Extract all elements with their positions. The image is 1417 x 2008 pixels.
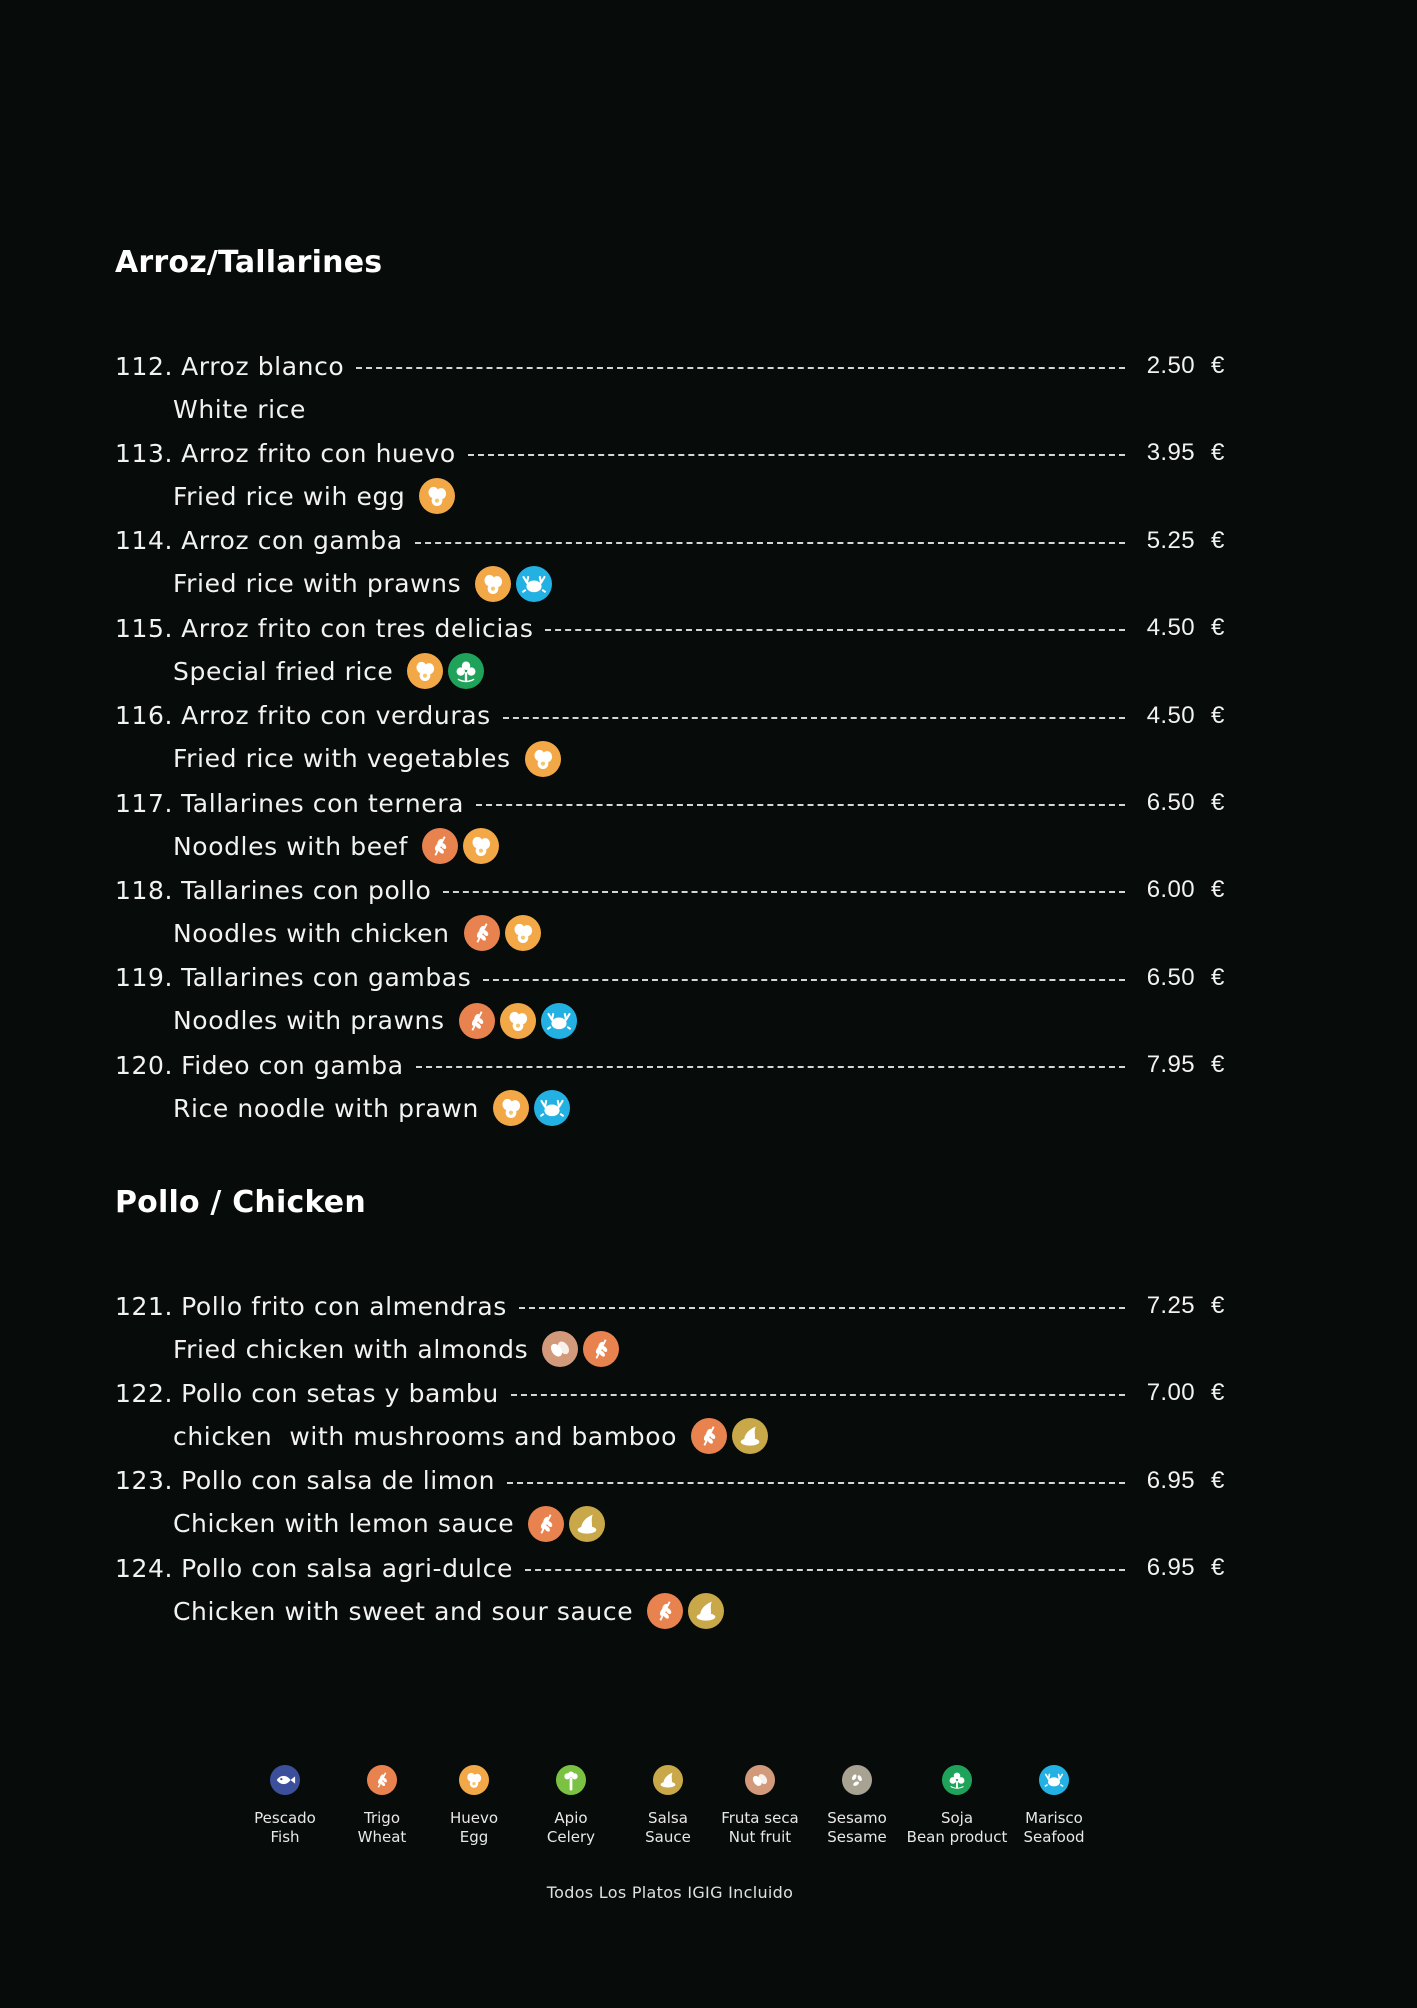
legend-label-es: Soja — [940, 1809, 974, 1827]
item-english-name: Fried rice with vegetables — [173, 744, 511, 774]
sauce-icon — [688, 1593, 724, 1629]
menu-item — [115, 783, 1235, 871]
item-name: Arroz frito con huevo — [181, 438, 456, 468]
item-number: 113. — [115, 438, 174, 468]
menu-item — [115, 1461, 1235, 1549]
wheat-icon — [528, 1506, 564, 1542]
item-name: Tallarines con ternera — [181, 788, 465, 818]
item-number: 115. — [115, 613, 174, 643]
menu-item — [115, 1373, 1235, 1461]
legend-label-es: Marisco — [1025, 1809, 1083, 1827]
item-price: 7.95 — [1146, 1051, 1195, 1079]
menu-item — [115, 696, 1235, 784]
dotted-leader — [511, 1394, 1125, 1396]
dotted-leader — [525, 1569, 1125, 1571]
item-number: 118. — [115, 875, 174, 905]
legend-label-es: Salsa — [648, 1809, 688, 1827]
allergen-icons — [464, 915, 541, 951]
egg-icon — [500, 1003, 536, 1039]
item-price: 6.50 — [1146, 789, 1195, 816]
celery-icon — [556, 1765, 586, 1795]
nut-icon — [745, 1765, 775, 1795]
menu-item — [115, 433, 1235, 521]
currency-symbol: € — [1211, 1051, 1225, 1079]
currency-symbol: € — [1211, 876, 1225, 904]
item-english-name: White rice — [173, 394, 306, 424]
legend-label-en: Sesame — [827, 1828, 887, 1846]
section-title: Pollo / Chicken — [115, 1185, 366, 1220]
egg-icon — [463, 828, 499, 864]
egg-icon — [475, 566, 511, 602]
allergen-icons — [407, 653, 484, 689]
legend-label-en: Celery — [546, 1828, 596, 1846]
menu-item-line — [115, 870, 1225, 910]
item-name: Arroz con gamba — [181, 526, 403, 556]
legend-item-seafood — [999, 1765, 1109, 1847]
allergen-icons — [475, 566, 552, 602]
item-price: 6.50 — [1146, 963, 1195, 991]
item-number: 120. — [115, 1050, 174, 1080]
item-translation-line — [173, 913, 541, 953]
legend-label-en: Sauce — [645, 1828, 691, 1846]
sauce-icon — [653, 1765, 683, 1795]
allergen-icons — [419, 478, 455, 514]
egg-icon — [505, 915, 541, 951]
currency-symbol: € — [1211, 526, 1225, 554]
item-english-name: Noodles with prawns — [173, 1006, 445, 1036]
wheat-icon — [583, 1331, 619, 1367]
item-translation-line — [173, 1416, 768, 1456]
item-translation-line — [173, 826, 499, 866]
dotted-leader — [519, 1307, 1125, 1309]
dotted-leader — [483, 979, 1125, 981]
currency-symbol: € — [1211, 1379, 1225, 1407]
legend-item-celery — [516, 1765, 626, 1847]
section-title: Arroz/Tallarines — [115, 245, 383, 280]
soy-icon — [448, 653, 484, 689]
dotted-leader — [476, 804, 1125, 806]
dotted-leader — [503, 717, 1125, 719]
dotted-leader — [415, 542, 1125, 544]
dotted-leader — [468, 454, 1125, 456]
menu-item — [115, 870, 1235, 958]
item-number: 114. — [115, 526, 174, 556]
currency-symbol: € — [1211, 701, 1225, 729]
item-name: Tallarines con gambas — [181, 963, 472, 993]
legend-label-en: Wheat — [357, 1828, 407, 1846]
item-english-name: Chicken with sweet and sour sauce — [173, 1596, 634, 1626]
allergen-icons — [525, 741, 561, 777]
wheat-icon — [367, 1765, 397, 1795]
menu-item-line — [115, 696, 1225, 736]
egg-icon — [493, 1090, 529, 1126]
legend-label-en: Seafood — [1023, 1828, 1085, 1846]
sauce-icon — [569, 1506, 605, 1542]
item-translation-line — [173, 1088, 570, 1128]
seafood-icon — [541, 1003, 577, 1039]
allergen-icons — [422, 828, 499, 864]
item-name: Fideo con gamba — [181, 1050, 404, 1080]
currency-symbol: € — [1211, 1292, 1225, 1319]
item-name: Pollo frito con almendras — [181, 1291, 507, 1321]
legend-item-nuts — [705, 1765, 815, 1847]
item-price: 2.50 — [1146, 352, 1195, 379]
item-english-name: Noodles with chicken — [173, 918, 450, 948]
seafood-icon — [1039, 1765, 1069, 1795]
item-name: Arroz frito con tres delicias — [181, 613, 534, 643]
menu-item-line — [115, 783, 1225, 823]
item-translation-line — [173, 389, 306, 429]
dotted-leader — [443, 891, 1125, 893]
item-price: 6.95 — [1146, 1466, 1195, 1494]
legend-label-en: Nut fruit — [728, 1828, 792, 1846]
menu-item — [115, 1548, 1235, 1636]
legend-item-egg — [419, 1765, 529, 1847]
allergen-icons — [542, 1331, 619, 1367]
legend-item-sesame — [802, 1765, 912, 1847]
item-price: 6.00 — [1146, 876, 1195, 904]
wheat-icon — [464, 915, 500, 951]
item-number: 124. — [115, 1553, 174, 1583]
dotted-leader — [507, 1482, 1125, 1484]
item-number: 119. — [115, 963, 174, 993]
tax-note: Todos Los Platos IGIG Incluido — [546, 1883, 794, 1902]
item-price: 5.25 — [1146, 526, 1195, 554]
allergen-icons — [691, 1418, 768, 1454]
item-translation-line — [173, 1329, 619, 1369]
legend-item-soy — [902, 1765, 1012, 1847]
item-name: Pollo con salsa agri-dulce — [181, 1553, 513, 1583]
dotted-leader — [356, 367, 1125, 369]
currency-symbol: € — [1211, 352, 1225, 379]
item-english-name: Special fried rice — [173, 656, 394, 686]
menu-item — [115, 346, 1235, 434]
dotted-leader — [416, 1066, 1125, 1068]
menu-item-line — [115, 1461, 1225, 1501]
item-price: 7.25 — [1146, 1292, 1195, 1319]
currency-symbol: € — [1211, 1466, 1225, 1494]
egg-icon — [459, 1765, 489, 1795]
currency-symbol: € — [1211, 614, 1225, 642]
menu-item-line — [115, 1373, 1225, 1413]
allergen-legend — [250, 1765, 1100, 1865]
legend-label-es: Fruta seca — [721, 1809, 799, 1827]
item-translation-line — [173, 476, 455, 516]
item-number: 117. — [115, 788, 174, 818]
legend-label-es: Apio — [554, 1809, 588, 1827]
wheat-icon — [647, 1593, 683, 1629]
menu-item — [115, 1045, 1235, 1133]
allergen-icons — [493, 1090, 570, 1126]
seafood-icon — [516, 566, 552, 602]
menu-item-line — [115, 1548, 1225, 1588]
currency-symbol: € — [1211, 789, 1225, 816]
item-translation-line — [173, 651, 484, 691]
legend-label-es: Huevo — [449, 1809, 499, 1827]
legend-label-en: Fish — [270, 1828, 300, 1846]
legend-label-en: Egg — [459, 1828, 489, 1846]
item-name: Tallarines con pollo — [181, 875, 432, 905]
item-english-name: chicken with mushrooms and bamboo — [173, 1421, 678, 1451]
item-name: Pollo con setas y bambu — [181, 1378, 499, 1408]
menu-item-line — [115, 433, 1225, 473]
menu-item-line — [115, 1286, 1225, 1326]
legend-label-es: Sesamo — [827, 1809, 887, 1827]
legend-label-en: Bean product — [906, 1828, 1008, 1846]
menu-item-line — [115, 608, 1225, 648]
allergen-icons — [459, 1003, 577, 1039]
menu-item-line — [115, 1045, 1225, 1085]
sauce-icon — [732, 1418, 768, 1454]
item-number: 116. — [115, 701, 174, 731]
item-translation-line — [173, 1591, 724, 1631]
wheat-icon — [691, 1418, 727, 1454]
nut-icon — [542, 1331, 578, 1367]
egg-icon — [419, 478, 455, 514]
menu-item — [115, 1286, 1235, 1374]
item-name: Pollo con salsa de limon — [181, 1466, 496, 1496]
item-english-name: Noodles with beef — [173, 831, 409, 861]
item-translation-line — [173, 1504, 605, 1544]
menu-item — [115, 958, 1235, 1046]
egg-icon — [407, 653, 443, 689]
legend-item-fish — [230, 1765, 340, 1847]
dotted-leader — [545, 629, 1125, 631]
item-english-name: Fried rice with prawns — [173, 569, 462, 599]
menu-item-line — [115, 346, 1225, 386]
legend-label-es: Trigo — [364, 1809, 400, 1827]
fish-icon — [270, 1765, 300, 1795]
item-price: 6.95 — [1146, 1554, 1195, 1582]
menu-item — [115, 521, 1235, 609]
legend-label-es: Pescado — [254, 1809, 316, 1827]
currency-symbol: € — [1211, 1554, 1225, 1582]
item-name: Arroz blanco — [181, 351, 345, 381]
soy-icon — [942, 1765, 972, 1795]
item-english-name: Fried rice wih egg — [173, 481, 406, 511]
allergen-icons — [647, 1593, 724, 1629]
menu-item-line — [115, 521, 1225, 561]
item-price: 4.50 — [1146, 701, 1195, 729]
item-number: 121. — [115, 1291, 174, 1321]
allergen-icons — [528, 1506, 605, 1542]
menu-item-line — [115, 958, 1225, 998]
wheat-icon — [459, 1003, 495, 1039]
item-price: 3.95 — [1146, 439, 1195, 467]
item-english-name: Fried chicken with almonds — [173, 1334, 529, 1364]
item-number: 112. — [115, 351, 174, 381]
currency-symbol: € — [1211, 439, 1225, 467]
sesame-icon — [842, 1765, 872, 1795]
wheat-icon — [422, 828, 458, 864]
item-number: 123. — [115, 1466, 174, 1496]
egg-icon — [525, 741, 561, 777]
item-translation-line — [173, 564, 552, 604]
item-english-name: Chicken with lemon sauce — [173, 1509, 515, 1539]
item-price: 4.50 — [1146, 614, 1195, 642]
menu-item — [115, 608, 1235, 696]
currency-symbol: € — [1211, 963, 1225, 991]
item-translation-line — [173, 1001, 577, 1041]
item-translation-line — [173, 739, 561, 779]
item-number: 122. — [115, 1378, 174, 1408]
item-english-name: Rice noodle with prawn — [173, 1093, 479, 1123]
item-price: 7.00 — [1146, 1379, 1195, 1407]
seafood-icon — [534, 1090, 570, 1126]
item-name: Arroz frito con verduras — [181, 701, 491, 731]
